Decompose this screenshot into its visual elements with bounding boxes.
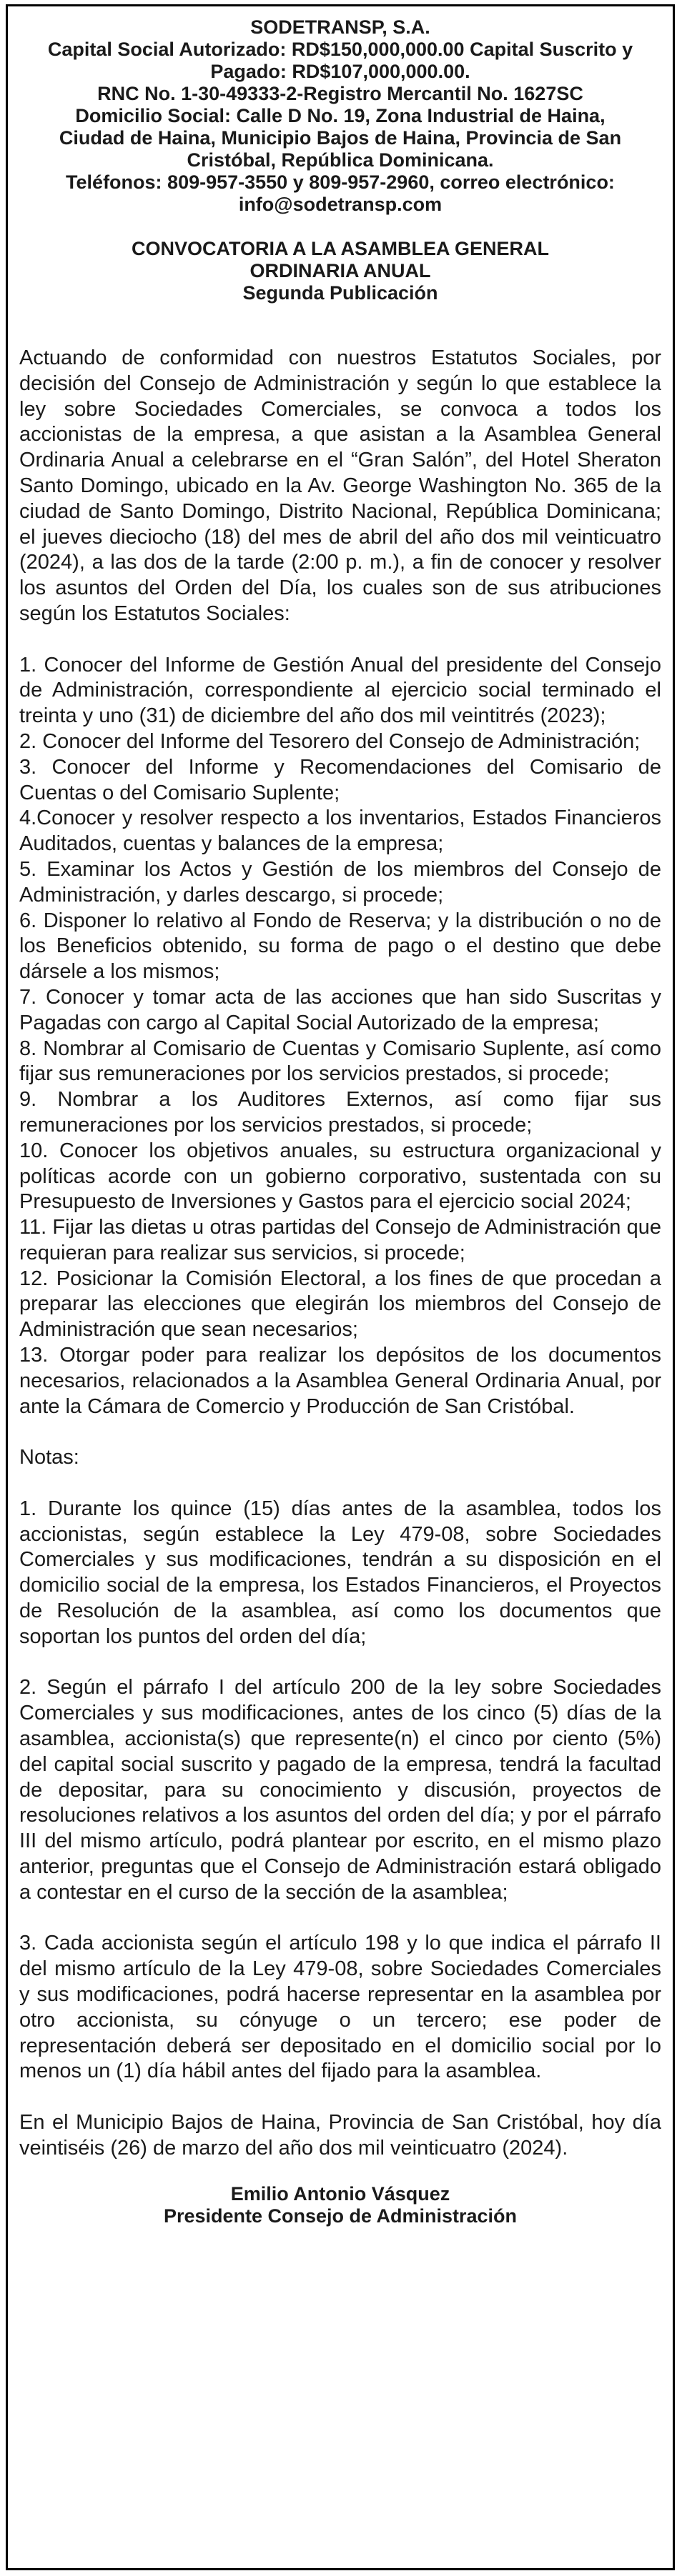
note-paragraph: 3. Cada accionista según el artículo 198 y lo que indica el párrafo II del mismo artículo de la Ley 479-08, sobre Sociedades Comerciales y sus modificaciones, podrá hacerse representar en la asamblea por otro accionista, su cónyuge o un tercero; ese poder de representación deberá ser depositado en el domicilio social por lo menos un (1) día hábil antes del fijado para la asamblea. (19, 1932, 661, 2083)
signature-block (19, 2183, 661, 2227)
agenda-item: 10. Conocer los objetivos anuales, su estructura organizacional y políticas acorde con un gobierno corporativo, sustentada con su Presupuesto de Inversiones y Gastos para el ejercicio social 2024; (19, 1139, 661, 1214)
address-line-1: Domicilio Social: Calle D No. 19, Zona Industrial de Haina, (75, 105, 606, 126)
agenda-item: 6. Disponer lo relativo al Fondo de Reserva; y la distribución o no de los Beneficios obtenido, su forma de pago o el destino que debe dársele a los mismos; (19, 909, 661, 984)
address-line-2: Ciudad de Haina, Municipio Bajos de Haina, Provincia de San (59, 127, 622, 149)
phones-line: Teléfonos: 809-957-3550 y 809-957-2960, correo electrónico: (66, 171, 615, 193)
agenda-item: 8. Nombrar al Comisario de Cuentas y Comisario Suplente, así como fijar sus remuneraciones por los servicios prestados, si procede; (19, 1037, 661, 1086)
agenda-item: 4.Conocer y resolver respecto a los inventarios, Estados Financieros Auditados, cuentas y balances de la empresa; (19, 807, 661, 856)
capital-line-1: Capital Social Autorizado: RD$150,000,000.00 Capital Suscrito y (47, 39, 633, 60)
agenda-item: 2. Conocer del Informe del Tesorero del Consejo de Administración; (19, 729, 641, 753)
notice-content (19, 16, 661, 2227)
company-header (19, 16, 661, 216)
agenda-item: 5. Examinar los Actos y Gestión de los miembros del Consejo de Administración, y darles descargo, si procede; (19, 857, 661, 907)
title-line-2: ORDINARIA ANUAL (249, 260, 431, 281)
capital-line-2: Pagado: RD$107,000,000.00. (210, 61, 470, 82)
agenda-item: 3. Conocer del Informe y Recomendaciones del Comisario de Cuentas o del Comisario Suplente; (19, 755, 661, 804)
closing-paragraph: En el Municipio Bajos de Haina, Provincia de San Cristóbal, hoy día veintiséis (26) de marzo del año dos mil veinticuatro (2024). (19, 2110, 661, 2160)
note-paragraph: 2. Según el párrafo I del artículo 200 de la ley sobre Sociedades Comerciales y sus modificaciones, antes de los cinco (5) días de la asamblea, accionista(s) que represente(n) el cinco por ciento (5%) del capital social suscrito y pagado de la empresa, tendrá la facultad de depositar, para su conocimiento y discusión, proyectos de resoluciones relativos a los asuntos del orden del día; y por el párrafo III del mismo artículo, podrá plantear por escrito, en el mismo plazo anterior, preguntas que el Consejo de Administración estará obligado a contestar en el curso de la sección de la asamblea; (19, 1676, 661, 1904)
agenda-item: 1. Conocer del Informe de Gestión Anual del presidente del Consejo de Administración, correspondiente al ejercicio social terminado el treinta y uno (31) de diciembre del año dos mil veintitrés (2023); (19, 653, 661, 728)
agenda-item: 13. Otorgar poder para realizar los depósitos de los documentos necesarios, relacionados a la Asamblea General Ordinaria Anual, por ante la Cámara de Comercio y Producción de San Cristóbal. (19, 1344, 661, 1418)
notes-heading: Notas: (19, 1446, 79, 1469)
signatory-role: Presidente Consejo de Administración (163, 2205, 518, 2227)
agenda-item: 9. Nombrar a los Auditores Externos, así como fijar sus remuneraciones por los servicios prestados, si procede; (19, 1088, 661, 1137)
notice-title (19, 238, 661, 304)
title-line-3: Segunda Publicación (242, 282, 438, 304)
agenda-item: 11. Fijar las dietas u otras partidas del Consejo de Administración que requieran para realizar sus servicios, si procede; (19, 1216, 661, 1264)
note-paragraph: 1. Durante los quince (15) días antes de la asamblea, todos los accionistas, según establece la Ley 479-08, sobre Sociedades Comerciales y sus modificaciones, tendrán a su disposición en el domicilio social de la empresa, los Estados Financieros, el Proyectos de Resolución de la asamblea, así como los documentos que soportan los puntos del orden del día; (19, 1497, 661, 1648)
notice-body (19, 346, 661, 2162)
agenda-item: 12. Posicionar la Comisión Electoral, a los fines de que procedan a preparar las elecciones que elegirán los miembros del Consejo de Administración que sean necesarios; (19, 1267, 661, 1342)
address-line-3: Cristóbal, República Dominicana. (187, 149, 494, 171)
intro-paragraph: Actuando de conformidad con nuestros Estatutos Sociales, por decisión del Consejo de Administración y según lo que establece la ley sobre Sociedades Comerciales, se convoca a todos los accionistas de la empresa, a que asistan a la Asamblea General Ordinaria Anual a celebrarse en el “Gran Salón”, del Hotel Sheraton Santo Domingo, ubicado en la Av. George Washington No. 365 de la ciudad de Santo Domingo, Distrito Nacional, República Dominicana; el jueves dieciocho (18) del mes de abril del año dos mil veinticuatro (2024), a las dos de la tarde (2:00 p. m.), a fin de conocer y resolver los asuntos del Orden del Día, los cuales son de sus atribuciones según los Estatutos Sociales: (19, 346, 661, 625)
company-name: SODETRANSP, S.A. (250, 16, 430, 38)
notice-frame (6, 4, 675, 2570)
signatory-name: Emilio Antonio Vásquez (230, 2182, 450, 2205)
agenda-item: 7. Conocer y tomar acta de las acciones que han sido Suscritas y Pagadas con cargo al Capital Social Autorizado de la empresa; (19, 985, 661, 1034)
email-line: info@sodetransp.com (238, 194, 443, 215)
title-line-1: CONVOCATORIA A LA ASAMBLEA GENERAL (132, 238, 549, 259)
rnc-line: RNC No. 1-30-49333-2-Registro Mercantil No. 1627SC (97, 83, 583, 104)
